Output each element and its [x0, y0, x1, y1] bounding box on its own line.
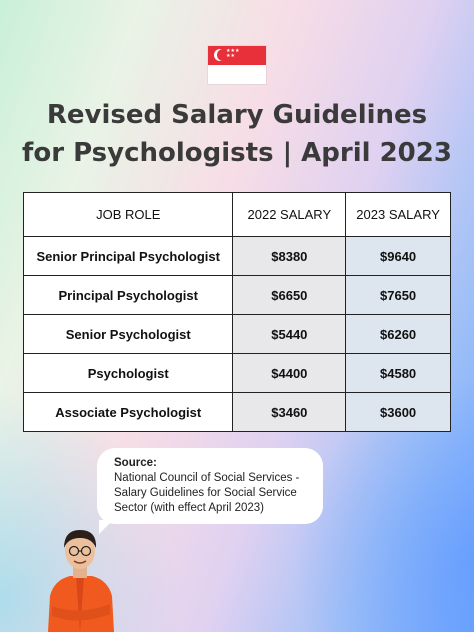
header-job-role: JOB ROLE	[24, 193, 233, 237]
job-role-cell: Senior Principal Psychologist	[24, 237, 233, 276]
source-label: Source:	[114, 457, 157, 469]
salary-2022-cell: $6650	[233, 276, 346, 315]
salary-2023-cell: $4580	[346, 354, 451, 393]
salary-2022-cell: $3460	[233, 393, 346, 432]
table-header-row	[24, 193, 451, 237]
salary-2022-cell: $8380	[233, 237, 346, 276]
table-row	[24, 315, 451, 354]
job-role-cell: Senior Psychologist	[24, 315, 233, 354]
flag-stars: ★★★ ★★	[226, 48, 240, 59]
table-row	[24, 276, 451, 315]
job-role-cell: Psychologist	[24, 354, 233, 393]
table-row	[24, 237, 451, 276]
salary-2022-cell: $4400	[233, 354, 346, 393]
header-2023-salary: 2023 SALARY	[346, 193, 451, 237]
source-text: National Council of Social Services - Salary Guidelines for Social Service Sector (with effect April 2023)	[114, 472, 300, 514]
flag-white-band	[208, 65, 266, 84]
job-role-cell: Associate Psychologist	[24, 393, 233, 432]
singapore-flag	[208, 46, 266, 84]
table-row	[24, 393, 451, 432]
salary-table	[23, 192, 451, 432]
salary-2023-cell: $3600	[346, 393, 451, 432]
table-row	[24, 354, 451, 393]
page-title-line-2: for Psychologists | April 2023	[22, 138, 452, 168]
page-title-line-1: Revised Salary Guidelines	[46, 100, 428, 130]
salary-2023-cell: $9640	[346, 237, 451, 276]
source-speech-bubble	[97, 448, 323, 524]
salary-2022-cell: $5440	[233, 315, 346, 354]
header-2022-salary: 2022 SALARY	[233, 193, 346, 237]
job-role-cell: Principal Psychologist	[24, 276, 233, 315]
flag-red-band	[208, 46, 266, 65]
salary-2023-cell: $7650	[346, 276, 451, 315]
presenter-illustration	[40, 518, 120, 632]
salary-2023-cell: $6260	[346, 315, 451, 354]
